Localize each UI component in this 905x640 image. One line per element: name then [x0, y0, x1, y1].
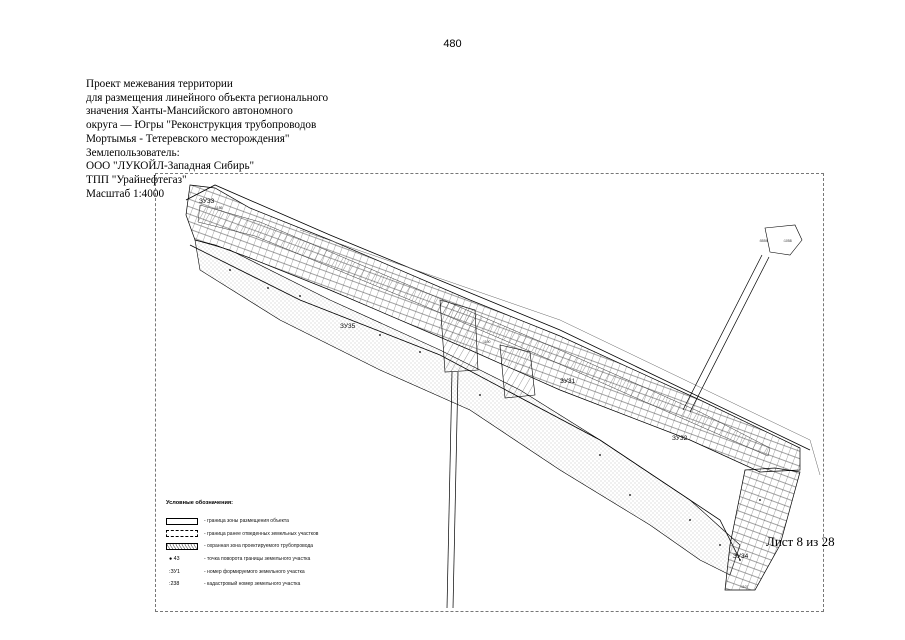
plot-label-zu31: ЗУ31 [560, 378, 576, 385]
legend-symbol-protection-zone [166, 543, 198, 550]
plot-label-zu35: ЗУ35 [340, 323, 356, 330]
plot-label-zu33: ЗУ33 [199, 198, 215, 205]
title-line: ООО "ЛУКОЙЛ-Западная Сибирь" [86, 160, 255, 173]
legend-item [166, 515, 396, 528]
legend-text: - граница зоны размещения объекта [204, 518, 289, 525]
page-number: 480 [443, 38, 462, 50]
legend-item [166, 553, 396, 566]
junction-block [440, 300, 478, 372]
legend-symbol-cadastral-number: :238 [169, 581, 180, 588]
legend-title: Условные обозначения: [166, 500, 234, 506]
legend-text: - точка поворота границы земельного участка [204, 556, 311, 563]
plot-label-zu34: ЗУ34 [733, 553, 749, 560]
legend-text: - охранная зона проектируемого трубопровода [204, 543, 314, 550]
cadastral-number: :1107 [740, 585, 749, 589]
road-line [453, 372, 458, 608]
map-legend [166, 500, 396, 591]
cadastral-number: :1186 [214, 206, 223, 210]
plot-block-south-east [725, 468, 800, 590]
title-line: для размещения линейного объекта регионального [86, 91, 329, 104]
title-line: Масштаб 1:4000 [86, 187, 165, 200]
title-line: Землепользователь: [86, 146, 180, 159]
cadastral-number: :1058 [783, 239, 792, 243]
title-line: ТПП "Урайнефтегаз" [86, 173, 187, 186]
legend-symbol-turning-point: ● 43 [169, 556, 180, 563]
legend-symbol-object-boundary [166, 518, 198, 525]
legend-item [166, 565, 396, 578]
legend-item [166, 540, 396, 553]
title-line: Проект межевания территории [86, 78, 233, 90]
legend-symbol-existing-plot [166, 530, 198, 537]
cadastral-number: :5559 [759, 239, 768, 243]
road-line [447, 372, 452, 608]
title-line: округа — Югры "Реконструкция трубопроводов [86, 119, 317, 132]
legend-text: - номер формируемого земельного участка [204, 568, 305, 575]
title-line: значения Ханты-Мансийского автономного [86, 105, 293, 118]
road-line [683, 255, 762, 410]
sheet-label: Лист 8 из 28 [766, 534, 835, 549]
cadastral-number: :1190 [482, 340, 491, 344]
legend-text: - кадастровый номер земельного участка [204, 581, 301, 588]
legend-text: - граница ранее отведенных земельных участков [204, 530, 319, 537]
road-line [690, 257, 769, 412]
title-line: Мортымья - Тетеревского месторождения" [86, 132, 290, 145]
junction-block [500, 345, 535, 398]
legend-item [166, 528, 396, 541]
legend-symbol-plot-number: :ЗУ1 [169, 568, 180, 575]
plot-label-zu32: ЗУ32 [672, 435, 688, 442]
legend-item [166, 578, 396, 591]
